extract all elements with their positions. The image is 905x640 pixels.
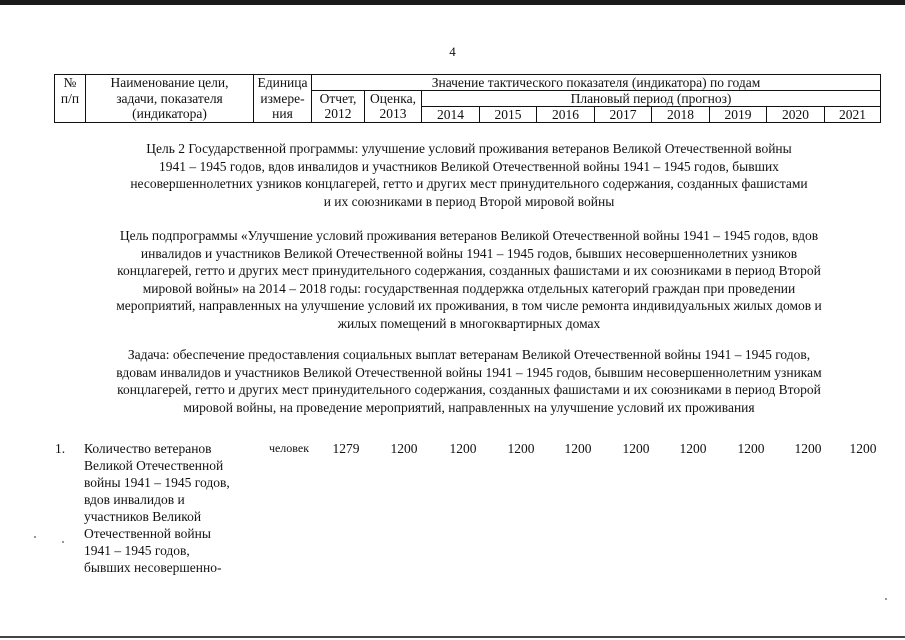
- subprogram-goal-paragraph: [56, 227, 882, 332]
- goal-line: 1941 – 1945 годов, вдов инвалидов и участников Великой Отечественной войны 1941 – 1945 годов, бывших: [159, 158, 779, 174]
- indicator-name-line: бывших несовершенно-: [84, 560, 222, 575]
- goal-paragraph: [56, 140, 882, 210]
- indicator-name-line: Количество ветеранов: [84, 441, 212, 456]
- header-name-line1: Наименование цели,: [86, 75, 254, 91]
- header-estimate-label: Оценка,: [365, 91, 422, 107]
- header-num-line3: [55, 107, 86, 123]
- indicator-table-header: [54, 74, 881, 123]
- value-2015: 1200: [507, 441, 535, 456]
- header-plan-year: 2017: [595, 107, 652, 123]
- value-2013: 1200: [390, 441, 418, 456]
- indicator-unit: человек: [268, 441, 310, 455]
- goal-line: Цель 2 Государственной программы: улучшение условий проживания ветеранов Великой Отечественной войны: [146, 141, 792, 156]
- header-plan-year: 2021: [825, 107, 881, 123]
- indicator-name-line: Отечественной войны: [84, 526, 211, 541]
- header-unit-line2: измере-: [254, 91, 312, 107]
- header-unit-line1: Единица: [254, 75, 312, 91]
- indicator-name-line: 1941 – 1945 годов,: [84, 543, 190, 558]
- task-line: концлагерей, гетто и других мест принудительного содержания, созданных фашистами и их союзниками в период Второй: [117, 382, 821, 397]
- header-num-line2: п/п: [55, 91, 86, 107]
- header-plan-year: 2015: [480, 107, 537, 123]
- value-2012: 1279: [332, 441, 360, 456]
- goal-line: и их союзниками в период Второй мировой войны: [323, 193, 615, 209]
- header-plan-year: 2014: [422, 107, 480, 123]
- subprogram-line: концлагерей, гетто и других мест принудительного содержания, созданных фашистами и их союзниками в период Второй: [117, 263, 821, 278]
- indicator-name-line: участников Великой: [84, 509, 202, 524]
- header-name-line3: (индикатора): [86, 107, 254, 123]
- indicator-name-line: Великой Отечественной: [84, 458, 224, 473]
- header-unit-line3: ния: [254, 107, 312, 123]
- task-line: мировой войны, на проведение мероприятий, направленных на улучшение условий их проживания: [183, 399, 755, 415]
- value-2014: 1200: [449, 441, 477, 456]
- header-plan-year: 2016: [537, 107, 595, 123]
- scan-speck: [62, 541, 64, 543]
- subprogram-line: Цель подпрограммы «Улучшение условий проживания ветеранов Великой Отечественной войны 1941 – 1945 годов, вдов: [119, 228, 819, 243]
- subprogram-line: инвалидов и участников Великой Отечественной войны 1941 – 1945 годов, бывших несовершеннолетних узников: [140, 245, 798, 261]
- value-2017: 1200: [622, 441, 650, 456]
- subprogram-line: жилых помещений в многоквартирных домах: [337, 315, 601, 331]
- scan-bottom-edge: [0, 636, 905, 638]
- indicator-name-line: войны 1941 – 1945 годов,: [84, 475, 230, 490]
- header-estimate-year: 2013: [365, 107, 422, 123]
- header-report-label: Отчет,: [312, 91, 365, 107]
- header-report-year: 2012: [312, 107, 365, 123]
- subprogram-line: мероприятий, направленных на улучшение условий их проживания, в том числе ремонта индивидуальных жилых домов и: [116, 298, 822, 313]
- header-plan-year: 2019: [710, 107, 767, 123]
- header-name-line2: задачи, показателя: [86, 91, 254, 107]
- task-line: вдовам инвалидов и участников Великой Отечественной войны 1941 – 1945 годов, бывшим несовершеннолетним узникам: [116, 364, 822, 380]
- value-2018: 1200: [679, 441, 707, 456]
- scan-top-edge: [0, 0, 905, 5]
- value-2019: 1200: [737, 441, 765, 456]
- indicator-name: [84, 440, 260, 576]
- scan-speck: [885, 598, 887, 600]
- task-paragraph: [56, 346, 882, 416]
- header-num-line1: №: [55, 75, 86, 91]
- header-plan-year: 2020: [767, 107, 825, 123]
- value-2021: 1200: [849, 441, 877, 456]
- scan-speck: [34, 536, 36, 538]
- task-line: Задача: обеспечение предоставления социальных выплат ветеранам Великой Отечественной войны 1941 – 1945 годов,: [127, 347, 811, 362]
- header-plan-year: 2018: [652, 107, 710, 123]
- value-2016: 1200: [564, 441, 592, 456]
- header-plan-label: Плановый период (прогноз): [422, 91, 881, 107]
- subprogram-line: мировой войны» на 2014 – 2018 годы: государственная поддержка отдельных категорий граждан при проведении: [142, 280, 796, 296]
- header-group-title: Значение тактического показателя (индикатора) по годам: [312, 75, 881, 91]
- value-2020: 1200: [794, 441, 822, 456]
- row-number: 1.: [55, 441, 66, 456]
- goal-line: несовершеннолетних узников концлагерей, гетто и других мест принудительного содержания, созданных фашистами: [130, 176, 808, 191]
- indicator-name-line: вдов инвалидов и: [84, 492, 185, 507]
- page-number: 4: [449, 44, 456, 59]
